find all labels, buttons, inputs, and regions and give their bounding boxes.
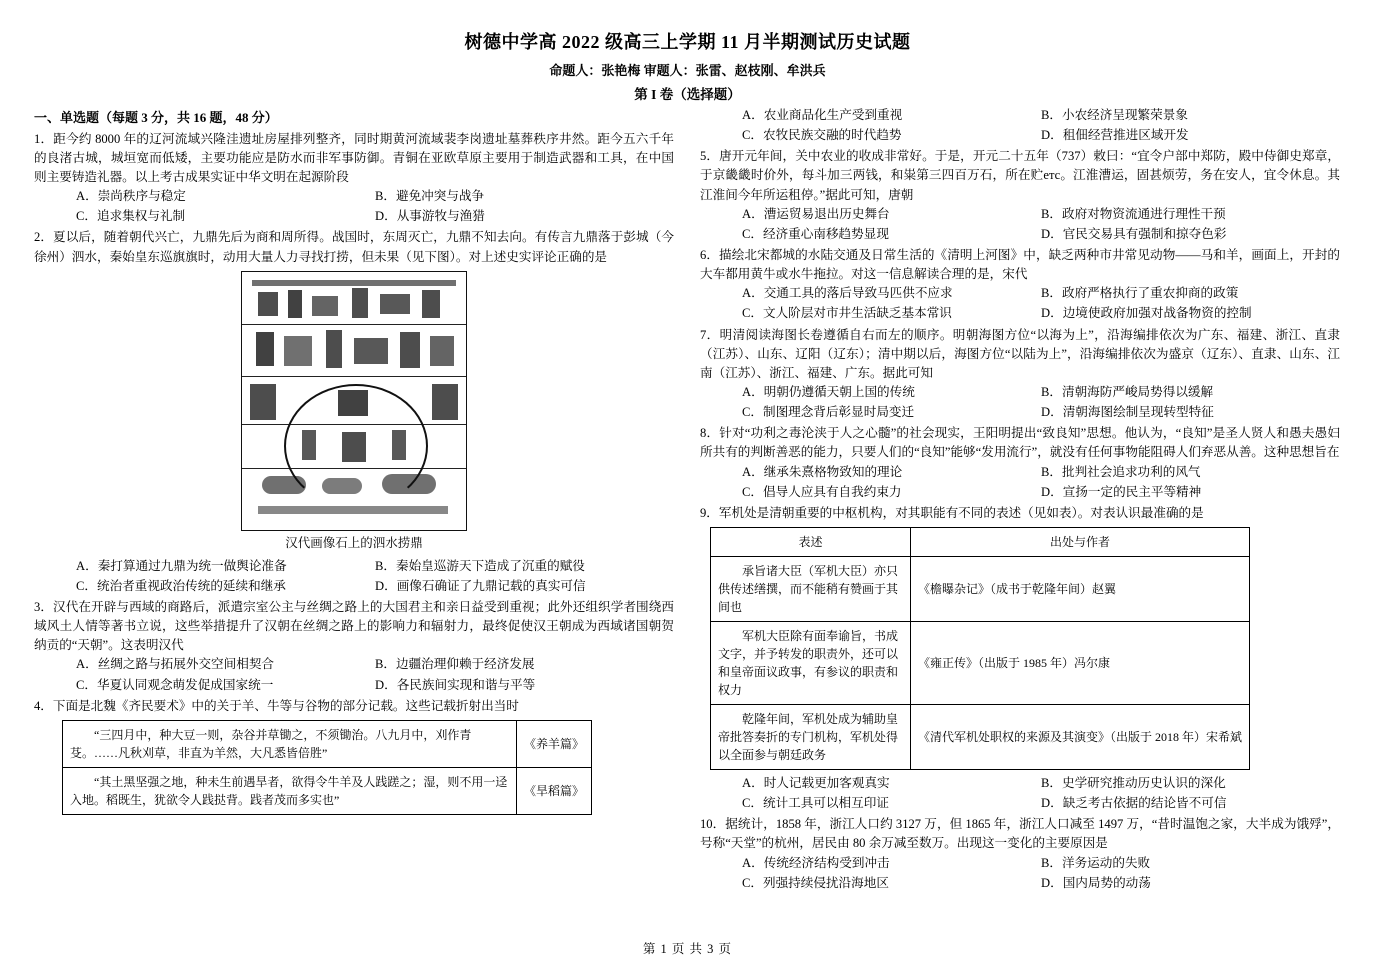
question-4-body: 4．下面是北魏《齐民要术》中的关于羊、牛等与谷物的部分记载。这些记载折射出当时: [34, 698, 519, 713]
option-A[interactable]: A．传统经济结构受到冲击: [742, 855, 890, 870]
question-2-options: [34, 557, 674, 596]
description-cell: 乾隆年间，军机处成为辅助皇帝批答奏折的专门机构，军机处得以全面参与朝廷政务: [711, 704, 911, 769]
option-B[interactable]: B．史学研究推动历史认识的深化: [1041, 775, 1226, 790]
option-D[interactable]: D．画像石确证了九鼎记载的真实可信: [375, 578, 586, 593]
two-column-body: [34, 106, 1341, 971]
column-header-source: 出处与作者: [910, 527, 1249, 556]
page-title: 树德中学高 2022 级高三上学期 11 月半期测试历史试题: [464, 32, 911, 52]
left-column: [34, 106, 674, 971]
option-B[interactable]: B．秦始皇巡游天下造成了沉重的赋役: [375, 558, 585, 573]
junjichu-table: [710, 527, 1250, 770]
table-row: [63, 720, 592, 767]
option-C[interactable]: C．列强持续侵扰沿海地区: [742, 875, 889, 890]
option-C[interactable]: C．统治者重视政治传统的延续和继承: [76, 578, 286, 593]
option-C[interactable]: C．文人阶层对市井生活缺乏基本常识: [742, 306, 952, 321]
option-A[interactable]: A．继承朱熹格物致知的理论: [742, 464, 903, 479]
question-7-body: 7．明清阅读海图长卷遵循自右而左的顺序。明朝海图方位“以海为上”，沿海编排依次为广东、福建、浙江、直隶（江苏）、山东、辽阳（辽东）；清中期以后，海图方位“以陆为上”，沿海编排依次为盛京（辽东）、直隶、山东、江南（江苏）、浙江、福建、广东。据此可知: [700, 327, 1340, 380]
option-C[interactable]: C．统计工具可以相互印证: [742, 796, 889, 811]
table-row: [711, 621, 1250, 704]
option-D[interactable]: D．从事游牧与渔猎: [375, 209, 485, 224]
source-cell: 《雍正传》（出版于 1985 年）冯尔康: [910, 621, 1249, 704]
question-4-options-continued: [700, 106, 1340, 145]
question-9: [700, 504, 1340, 813]
question-7: [700, 326, 1340, 423]
option-C[interactable]: C．追求集权与礼制: [76, 209, 186, 224]
cite-cell: 《养羊篇》: [516, 720, 591, 767]
question-10-options: [700, 854, 1340, 893]
page-footer: 第 1 页 共 3 页: [642, 942, 733, 956]
option-B[interactable]: B．小农经济呈现繁荣景象: [1041, 108, 1188, 122]
figure-han-stone-relief: [34, 271, 674, 553]
question-7-options: [700, 383, 1340, 422]
table-row: [63, 767, 592, 814]
option-D[interactable]: D．边境使政府加强对战备物资的控制: [1041, 306, 1252, 321]
question-6: [700, 246, 1340, 324]
option-A[interactable]: A．漕运贸易退出历史舞台: [742, 206, 890, 221]
table-row: [711, 704, 1250, 769]
question-3: [34, 598, 674, 695]
option-A[interactable]: A．时人记载更加客观真实: [742, 775, 890, 790]
option-D[interactable]: D．宣扬一定的民主平等精神: [1041, 484, 1202, 499]
stone-relief-image: [241, 271, 467, 531]
option-C[interactable]: C．经济重心南移趋势显现: [742, 226, 889, 241]
quote-cell: “三四月中，种大豆一则，杂谷并草锄之，不须锄治。八九月中，刈作青芟。……凡秋刈草，非直为羊然，大凡悉皆倍胜”: [63, 720, 517, 767]
option-D[interactable]: D．官民交易具有强制和掠夺色彩: [1041, 226, 1227, 241]
question-8: [700, 424, 1340, 502]
paper-section-label: 第 I 卷（选择题）: [634, 87, 741, 102]
option-B[interactable]: B．清朝海防严峻局势得以缓解: [1041, 384, 1214, 399]
option-A[interactable]: A．农业商品化生产受到重视: [742, 108, 903, 122]
option-C[interactable]: C．制图理念背后彰显时局变迁: [742, 405, 915, 420]
option-A[interactable]: A．丝绸之路与拓展外交空间相契合: [76, 657, 275, 672]
qimin-yaoshu-table: [62, 720, 592, 815]
option-A[interactable]: A．明朝仍遵循天朝上国的传统: [742, 384, 915, 399]
option-B[interactable]: B．避免冲突与战争: [375, 189, 485, 204]
table-row: [711, 556, 1250, 621]
option-D[interactable]: D．租佃经营推进区域开发: [1041, 128, 1189, 143]
option-B[interactable]: B．洋务运动的失败: [1041, 855, 1151, 870]
question-6-body: 6．描绘北宋都城的水陆交通及日常生活的《清明上河图》中，缺乏两种市井常见动物——马和羊，画面上，开封的大车都用黄牛或水牛拖拉。对这一信息解读合理的是，宋代: [700, 247, 1340, 282]
option-A[interactable]: A．交通工具的落后导致马匹供不应求: [742, 286, 953, 301]
option-B[interactable]: B．批判社会追求功利的风气: [1041, 464, 1201, 479]
option-C[interactable]: C．农牧民族交融的时代趋势: [742, 128, 902, 143]
option-B[interactable]: B．边疆治理仰赖于经济发展: [375, 657, 535, 672]
description-cell: 军机大臣除有面奉谕旨，书成文字，并予转发的职责外，还可以和皇帝面议政事，有参议的职责和权力: [711, 621, 911, 704]
option-A[interactable]: A．崇尚秩序与稳定: [76, 189, 186, 204]
question-2-body: 2．夏以后，随着朝代兴亡，九鼎先后为商和周所得。战国时，东周灭亡，九鼎不知去向。有传言九鼎落于彭城（今徐州）泗水，秦始皇东巡旗旗时，动用大量人力寻找打捞，但未果（见下图）。对上述史实评论正确的是: [34, 230, 674, 264]
table-header-row: [711, 527, 1250, 556]
question-5: [700, 147, 1340, 244]
question-2: [34, 228, 674, 596]
question-8-body: 8．针对“功利之毒沦浃于人之心髓”的社会现实，王阳明提出“致良知”思想。他认为，“良知”是圣人贤人和愚夫愚妇所共有的判断善恶的能力，只要人们的“良知”能够“发用流行”，就没有任何事物能阻碍人们弃恶从善。这种思想旨在: [700, 426, 1340, 460]
option-A[interactable]: A．秦打算通过九鼎为统一做舆论准备: [76, 558, 287, 573]
description-cell: 承旨诸大臣（军机大臣）亦只供传述缮撰，而不能稍有赞画于其间也: [711, 556, 911, 621]
option-D[interactable]: D．清朝海图绘制呈现转型特征: [1041, 405, 1214, 420]
option-D[interactable]: D．各民族间实现和谐与平等: [375, 677, 536, 692]
question-1-body: 1．距今约 8000 年的辽河流域兴隆洼遗址房屋排列整齐，同时期黄河流域裴李岗遗址墓葬秩序井然。距今五六千年的良渚古城，城垣宽而低矮，主要功能应是防水而非军事防御。青铜在亚欧草原主要用于制造武器和工具，在中国则主要铸造礼器。以上考古成果实证中华文明在起源阶段: [34, 131, 674, 185]
question-9-body: 9．军机处是清朝重要的中枢机构，对其职能有不同的表述（见如表）。对表认识最准确的是: [700, 505, 1204, 520]
option-D[interactable]: D．国内局势的动荡: [1041, 875, 1151, 890]
option-D[interactable]: D．缺乏考古依据的结论皆不可信: [1041, 796, 1227, 811]
question-8-options: [700, 463, 1340, 502]
question-10: [700, 815, 1340, 893]
column-header-description: 表述: [711, 527, 911, 556]
source-cell: 《檐曝杂记》（成书于乾隆年间）赵翼: [910, 556, 1249, 621]
question-1-options: [34, 187, 674, 226]
question-3-body: 3．汉代在开辟与西域的商路后，派遣宗室公主与丝绸之路上的大国君主和亲日益受到重视；此外还组织学者围绕西域风土人情等著书立说，这些举措提升了汉朝在丝绸之路上的影响力和辐射力，最终促使汉王朝成为西域诸国朝贺纳贡的“天朝”。这表明汉代: [34, 600, 674, 653]
option-B[interactable]: B．政府对物资流通进行理性干预: [1041, 206, 1226, 221]
quote-cell: “其土黑坚强之地，种未生前遇旱者，欲得令牛羊及人践蹉之；湿，则不用一迳入地。稻既生，犹欲令人践挞背。践者茂而多实也”: [63, 767, 517, 814]
source-cell: 《清代军机处职权的来源及其演变》（出版于 2018 年）宋希斌: [910, 704, 1249, 769]
right-column: [700, 106, 1340, 971]
question-1: [34, 130, 674, 227]
question-5-options: [700, 205, 1340, 244]
part-heading: 一、单选题（每题 3 分，共 16 题，48 分）: [34, 110, 278, 125]
question-4: [34, 697, 674, 716]
authors-line: 命题人：张艳梅 审题人：张雷、赵枝刚、牟洪兵: [549, 63, 826, 78]
option-C[interactable]: C．倡导人应具有自我约束力: [742, 484, 902, 499]
question-5-body: 5．唐开元年间，关中农业的收成非常好。于是，开元二十五年（737）敕曰：“宜令户部中郑防，殿中侍御史郑章，于京畿畿时价外，每斗加三两钱，和粜第三四百万石，所在贮етс。江淮漕运，固甚烦劳，务在安人，宜令休息。其江淮间今年所运租停。”据此可知，唐朝: [700, 149, 1340, 202]
question-6-options: [700, 284, 1340, 323]
option-C[interactable]: C．华夏认同观念萌发促成国家统一: [76, 677, 274, 692]
option-B[interactable]: B．政府严格执行了重农抑商的政策: [1041, 286, 1239, 301]
question-3-options: [34, 655, 674, 694]
question-9-options: [700, 774, 1340, 813]
question-10-body: 10．据统计，1858 年，浙江人口约 3127 万，但 1865 年，浙江人口减至 1497 万，“昔时温饱之家，大半成为饿殍”，号称“天堂”的杭州，居民由 80 余万减至数万。出现这一变化的主要原因是: [700, 817, 1340, 851]
cite-cell: 《旱稻篇》: [516, 767, 591, 814]
figure-caption: 汉代画像石上的泗水捞鼎: [285, 535, 423, 550]
